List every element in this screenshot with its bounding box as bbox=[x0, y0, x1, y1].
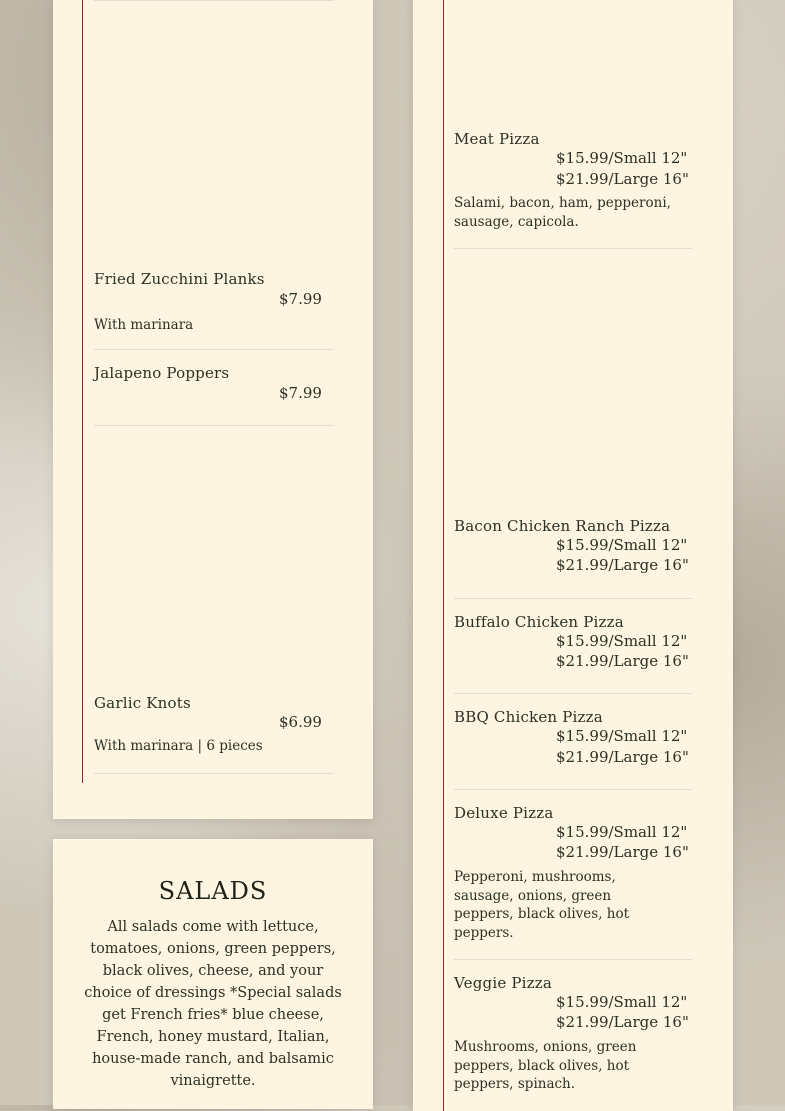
item-description: With marinara | 6 pieces bbox=[94, 738, 263, 754]
item-price-small: $15.99/Small 12" bbox=[556, 823, 688, 841]
item-name: BBQ Chicken Pizza bbox=[454, 708, 603, 726]
item-price-small: $15.99/Small 12" bbox=[556, 632, 688, 650]
menu-item bbox=[94, 694, 334, 754]
menu-item bbox=[454, 974, 694, 1092]
item-price: $7.99 bbox=[279, 384, 322, 402]
item-separator bbox=[94, 425, 333, 426]
item-name: Meat Pizza bbox=[454, 130, 540, 148]
item-name: Veggie Pizza bbox=[454, 974, 553, 992]
item-price-large: $21.99/Large 16" bbox=[556, 1013, 689, 1031]
item-separator bbox=[454, 959, 692, 960]
item-name: Garlic Knots bbox=[94, 694, 191, 712]
item-description: With marinara bbox=[94, 317, 194, 333]
item-separator bbox=[454, 248, 692, 249]
item-description: Salami, bacon, ham, pepperoni, sausage, capicola. bbox=[454, 195, 671, 230]
item-name: Deluxe Pizza bbox=[454, 804, 554, 822]
item-separator bbox=[454, 789, 692, 790]
item-name: Fried Zucchini Planks bbox=[94, 270, 265, 288]
item-price: $7.99 bbox=[279, 290, 322, 308]
menu-item bbox=[454, 708, 694, 766]
item-separator bbox=[454, 598, 692, 599]
item-price-large: $21.99/Large 16" bbox=[556, 843, 689, 861]
item-separator bbox=[94, 0, 333, 1]
menu-item bbox=[454, 130, 694, 230]
item-description: Mushrooms, onions, green peppers, black olives, hot peppers, spinach. bbox=[454, 1039, 637, 1092]
item-name: Buffalo Chicken Pizza bbox=[454, 613, 624, 631]
accent-divider bbox=[82, 0, 83, 783]
salads-panel bbox=[53, 839, 373, 1109]
item-price-large: $21.99/Large 16" bbox=[556, 748, 689, 766]
appetizers-panel bbox=[53, 0, 373, 819]
section-title: SALADS bbox=[158, 877, 268, 905]
item-price-small: $15.99/Small 12" bbox=[556, 536, 688, 554]
item-name: Jalapeno Poppers bbox=[94, 364, 230, 382]
item-price-small: $15.99/Small 12" bbox=[556, 149, 688, 167]
menu-item bbox=[454, 804, 694, 941]
pizza-panel bbox=[413, 0, 733, 1111]
item-price-large: $21.99/Large 16" bbox=[556, 652, 689, 670]
item-separator bbox=[454, 693, 692, 694]
item-price-small: $15.99/Small 12" bbox=[556, 993, 688, 1011]
menu-item bbox=[94, 270, 334, 333]
item-separator bbox=[94, 773, 333, 774]
item-price: $6.99 bbox=[279, 713, 322, 731]
item-separator bbox=[94, 349, 333, 350]
item-price-large: $21.99/Large 16" bbox=[556, 556, 689, 574]
item-name: Bacon Chicken Ranch Pizza bbox=[454, 517, 671, 535]
accent-divider bbox=[443, 0, 444, 1111]
item-description: Pepperoni, mushrooms, sausage, onions, green peppers, black olives, hot peppers. bbox=[454, 869, 630, 941]
section-description: All salads come with lettuce, tomatoes, onions, green peppers, black olives, cheese, and your choice of dressings *Special salads get French fries* blue cheese, French, honey mustard, Italian, house-made ranch, and balsamic vinaigrette. bbox=[84, 919, 342, 1089]
menu-item bbox=[454, 613, 694, 670]
menu-item bbox=[94, 364, 334, 402]
item-price-large: $21.99/Large 16" bbox=[556, 170, 689, 188]
menu-item bbox=[454, 517, 694, 574]
item-price-small: $15.99/Small 12" bbox=[556, 727, 688, 745]
